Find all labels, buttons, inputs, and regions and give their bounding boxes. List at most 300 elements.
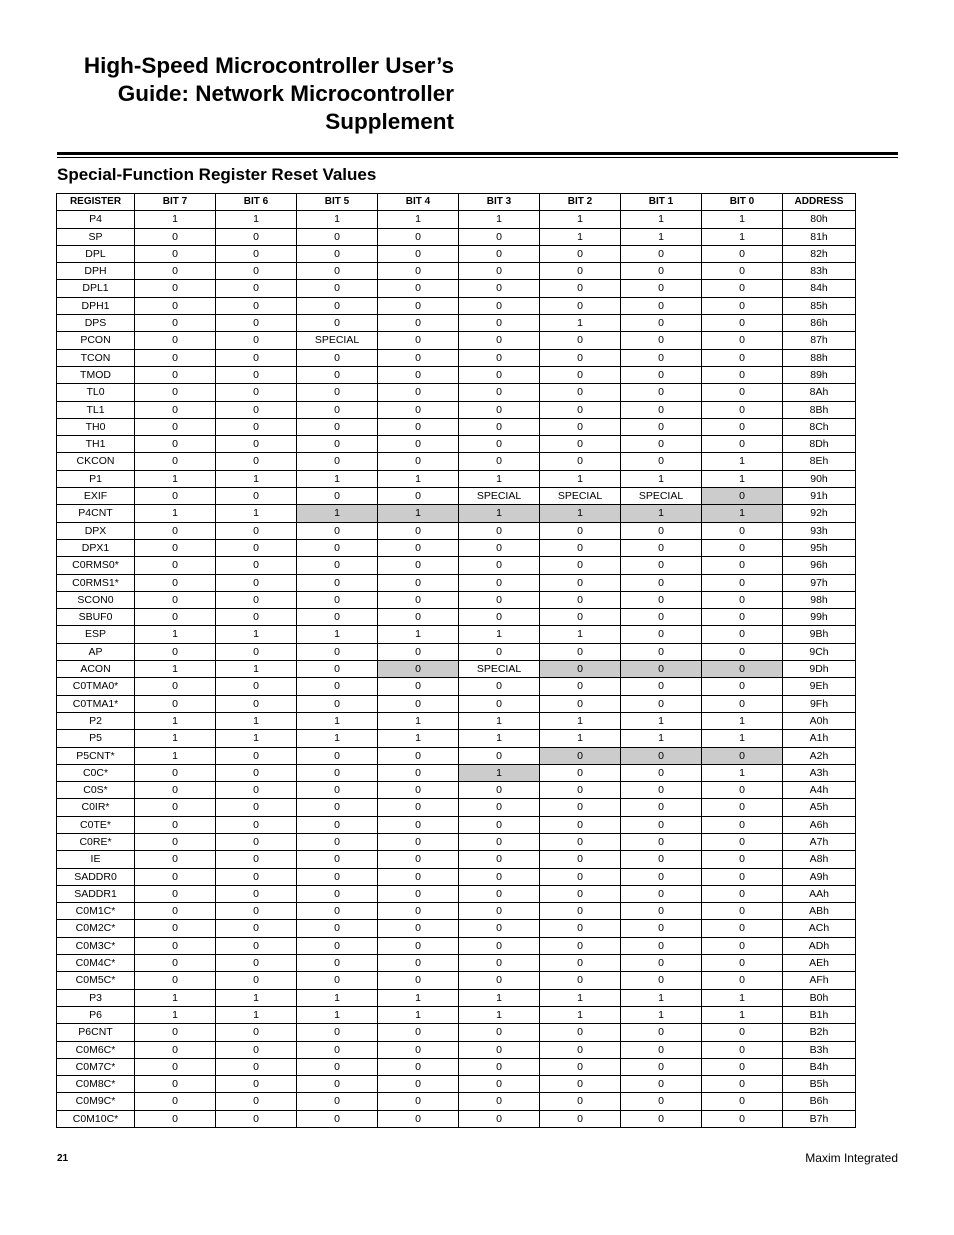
bit-cell: 0 xyxy=(621,332,702,349)
table-row xyxy=(57,1110,856,1127)
bit-cell: 0 xyxy=(459,816,540,833)
bit-cell: 0 xyxy=(459,574,540,591)
bit-cell: 0 xyxy=(459,349,540,366)
bit-cell: 0 xyxy=(702,574,783,591)
bit-cell: 0 xyxy=(621,747,702,764)
bit-cell: 0 xyxy=(540,1076,621,1093)
table-row xyxy=(57,955,856,972)
bit-cell: 0 xyxy=(378,401,459,418)
table-row xyxy=(57,1006,856,1023)
bit-cell: 0 xyxy=(378,799,459,816)
address-cell: 8Ah xyxy=(783,384,856,401)
address-cell: 9Eh xyxy=(783,678,856,695)
bit-cell: 0 xyxy=(540,764,621,781)
register-name-cell: TL0 xyxy=(57,384,135,401)
register-name-cell: C0M10C* xyxy=(57,1110,135,1127)
bit-cell: 0 xyxy=(459,678,540,695)
bit-cell: 0 xyxy=(378,695,459,712)
bit-cell: 0 xyxy=(135,643,216,660)
bit-cell: 0 xyxy=(459,937,540,954)
register-name-cell: C0TMA0* xyxy=(57,678,135,695)
column-header: BIT 3 xyxy=(459,194,540,211)
table-row xyxy=(57,488,856,505)
bit-cell: 0 xyxy=(135,591,216,608)
bit-cell: 0 xyxy=(378,868,459,885)
bit-cell: 0 xyxy=(540,885,621,902)
table-row xyxy=(57,989,856,1006)
address-cell: 9Ch xyxy=(783,643,856,660)
bit-cell: 0 xyxy=(216,782,297,799)
bit-cell: 0 xyxy=(216,522,297,539)
address-cell: 97h xyxy=(783,574,856,591)
bit-cell: 0 xyxy=(378,937,459,954)
bit-cell: 0 xyxy=(297,1024,378,1041)
address-cell: 83h xyxy=(783,263,856,280)
bit-cell: 0 xyxy=(621,816,702,833)
register-name-cell: P5CNT* xyxy=(57,747,135,764)
bit-cell: 0 xyxy=(621,764,702,781)
bit-cell: 0 xyxy=(216,384,297,401)
bit-cell: 0 xyxy=(216,1024,297,1041)
bit-cell: 0 xyxy=(702,695,783,712)
register-name-cell: ACON xyxy=(57,661,135,678)
bit-cell: 0 xyxy=(378,228,459,245)
bit-cell: 1 xyxy=(702,712,783,729)
bit-cell: 0 xyxy=(702,816,783,833)
bit-cell: 1 xyxy=(702,505,783,522)
bit-cell: 0 xyxy=(297,955,378,972)
column-header: BIT 1 xyxy=(621,194,702,211)
bit-cell: 0 xyxy=(135,955,216,972)
bit-cell: 0 xyxy=(459,280,540,297)
bit-cell: 0 xyxy=(216,453,297,470)
bit-cell: 0 xyxy=(135,609,216,626)
bit-cell: 1 xyxy=(621,730,702,747)
table-row xyxy=(57,1076,856,1093)
bit-cell: 0 xyxy=(297,297,378,314)
bit-cell: 1 xyxy=(378,470,459,487)
address-cell: B4h xyxy=(783,1058,856,1075)
column-header: REGISTER xyxy=(57,194,135,211)
bit-cell: 0 xyxy=(378,349,459,366)
bit-cell: 0 xyxy=(297,782,378,799)
table-body xyxy=(57,211,856,1128)
bit-cell: 0 xyxy=(702,851,783,868)
column-header: BIT 0 xyxy=(702,194,783,211)
bit-cell: 0 xyxy=(216,764,297,781)
bit-cell: 0 xyxy=(540,591,621,608)
bit-cell: 0 xyxy=(135,972,216,989)
bit-cell: 1 xyxy=(297,1006,378,1023)
bit-cell: 0 xyxy=(378,1058,459,1075)
bit-cell: 1 xyxy=(459,211,540,228)
bit-cell: 0 xyxy=(702,643,783,660)
bit-cell: 0 xyxy=(297,522,378,539)
register-name-cell: P1 xyxy=(57,470,135,487)
bit-cell: 0 xyxy=(540,297,621,314)
bit-cell: 0 xyxy=(378,418,459,435)
bit-cell: 0 xyxy=(297,263,378,280)
address-cell: 87h xyxy=(783,332,856,349)
table-row xyxy=(57,626,856,643)
bit-cell: 0 xyxy=(297,920,378,937)
bit-cell: 0 xyxy=(378,1093,459,1110)
bit-cell: 1 xyxy=(297,470,378,487)
register-name-cell: C0M4C* xyxy=(57,955,135,972)
address-cell: 85h xyxy=(783,297,856,314)
bit-cell: 0 xyxy=(216,366,297,383)
address-cell: ADh xyxy=(783,937,856,954)
register-name-cell: EXIF xyxy=(57,488,135,505)
address-cell: A6h xyxy=(783,816,856,833)
bit-cell: 0 xyxy=(621,522,702,539)
bit-cell: 0 xyxy=(540,661,621,678)
bit-cell: 0 xyxy=(621,1058,702,1075)
bit-cell: 0 xyxy=(621,937,702,954)
bit-cell: 0 xyxy=(297,1076,378,1093)
table-row xyxy=(57,1093,856,1110)
register-name-cell: P6CNT xyxy=(57,1024,135,1041)
bit-cell: 0 xyxy=(621,661,702,678)
column-header: ADDRESS xyxy=(783,194,856,211)
bit-cell: 0 xyxy=(540,263,621,280)
bit-cell: 1 xyxy=(702,730,783,747)
bit-cell: 0 xyxy=(378,557,459,574)
bit-cell: 0 xyxy=(459,868,540,885)
bit-cell: 0 xyxy=(540,436,621,453)
address-cell: A0h xyxy=(783,712,856,729)
address-cell: B1h xyxy=(783,1006,856,1023)
bit-cell: 0 xyxy=(135,868,216,885)
register-name-cell: C0RMS1* xyxy=(57,574,135,591)
bit-cell: 0 xyxy=(297,972,378,989)
bit-cell: 1 xyxy=(540,730,621,747)
bit-cell: 0 xyxy=(378,885,459,902)
bit-cell: 0 xyxy=(297,401,378,418)
table-row xyxy=(57,505,856,522)
bit-cell: 1 xyxy=(540,470,621,487)
bit-cell: 0 xyxy=(540,903,621,920)
bit-cell: 0 xyxy=(459,799,540,816)
bit-cell: 0 xyxy=(216,1110,297,1127)
register-name-cell: DPL1 xyxy=(57,280,135,297)
bit-cell: 1 xyxy=(540,228,621,245)
bit-cell: 1 xyxy=(459,730,540,747)
address-cell: A8h xyxy=(783,851,856,868)
bit-cell: 0 xyxy=(621,1024,702,1041)
bit-cell: 1 xyxy=(621,470,702,487)
bit-cell: 0 xyxy=(621,626,702,643)
bit-cell: 0 xyxy=(702,1076,783,1093)
bit-cell: 0 xyxy=(702,332,783,349)
bit-cell: 0 xyxy=(702,937,783,954)
table-row xyxy=(57,349,856,366)
column-header: BIT 5 xyxy=(297,194,378,211)
bit-cell: 0 xyxy=(378,643,459,660)
bit-cell: 0 xyxy=(540,643,621,660)
register-name-cell: C0M7C* xyxy=(57,1058,135,1075)
table-row xyxy=(57,937,856,954)
bit-cell: 0 xyxy=(378,1110,459,1127)
bit-cell: 0 xyxy=(297,609,378,626)
bit-cell: 1 xyxy=(378,712,459,729)
bit-cell: 0 xyxy=(459,401,540,418)
bit-cell: 1 xyxy=(702,764,783,781)
bit-cell: 0 xyxy=(378,609,459,626)
bit-cell: 0 xyxy=(702,488,783,505)
address-cell: 8Eh xyxy=(783,453,856,470)
bit-cell: 0 xyxy=(135,678,216,695)
table-row xyxy=(57,695,856,712)
bit-cell: 0 xyxy=(621,609,702,626)
bit-cell: 0 xyxy=(297,245,378,262)
address-cell: 86h xyxy=(783,315,856,332)
bit-cell: 0 xyxy=(135,349,216,366)
bit-cell: 0 xyxy=(621,695,702,712)
register-name-cell: DPX1 xyxy=(57,539,135,556)
register-name-cell: C0TMA1* xyxy=(57,695,135,712)
bit-cell: 0 xyxy=(621,315,702,332)
bit-cell: 0 xyxy=(459,920,540,937)
bit-cell: 0 xyxy=(459,1041,540,1058)
bit-cell: 0 xyxy=(216,574,297,591)
bit-cell: 0 xyxy=(297,1110,378,1127)
bit-cell: 0 xyxy=(135,332,216,349)
bit-cell: 0 xyxy=(540,1093,621,1110)
bit-cell: 0 xyxy=(621,868,702,885)
bit-cell: 0 xyxy=(135,1024,216,1041)
bit-cell: 0 xyxy=(621,539,702,556)
register-name-cell: C0M6C* xyxy=(57,1041,135,1058)
table-row xyxy=(57,228,856,245)
bit-cell: 0 xyxy=(297,885,378,902)
bit-cell: 0 xyxy=(702,868,783,885)
register-name-cell: PCON xyxy=(57,332,135,349)
register-name-cell: C0C* xyxy=(57,764,135,781)
bit-cell: 0 xyxy=(135,764,216,781)
bit-cell: 0 xyxy=(378,453,459,470)
bit-cell: 0 xyxy=(378,574,459,591)
bit-cell: 1 xyxy=(297,989,378,1006)
bit-cell: 0 xyxy=(702,833,783,850)
bit-cell: 0 xyxy=(216,972,297,989)
bit-cell: 0 xyxy=(297,488,378,505)
header-rule-thick xyxy=(57,152,898,155)
bit-cell: 0 xyxy=(216,955,297,972)
bit-cell: 0 xyxy=(216,591,297,608)
address-cell: A5h xyxy=(783,799,856,816)
address-cell: AEh xyxy=(783,955,856,972)
bit-cell: 0 xyxy=(621,799,702,816)
bit-cell: 1 xyxy=(540,315,621,332)
register-name-cell: TH1 xyxy=(57,436,135,453)
table-row xyxy=(57,470,856,487)
bit-cell: 0 xyxy=(378,764,459,781)
bit-cell: 0 xyxy=(702,557,783,574)
bit-cell: 1 xyxy=(297,730,378,747)
address-cell: 81h xyxy=(783,228,856,245)
title-line: Guide: Network Microcontroller xyxy=(117,81,454,106)
bit-cell: SPECIAL xyxy=(297,332,378,349)
bit-cell: 0 xyxy=(216,488,297,505)
bit-cell: 1 xyxy=(459,989,540,1006)
bit-cell: 0 xyxy=(378,972,459,989)
bit-cell: 0 xyxy=(135,1041,216,1058)
bit-cell: 1 xyxy=(621,1006,702,1023)
bit-cell: 0 xyxy=(540,332,621,349)
bit-cell: 0 xyxy=(297,661,378,678)
bit-cell: 0 xyxy=(297,868,378,885)
bit-cell: 1 xyxy=(459,1006,540,1023)
bit-cell: 1 xyxy=(702,453,783,470)
bit-cell: 0 xyxy=(378,280,459,297)
bit-cell: 0 xyxy=(297,799,378,816)
address-cell: 90h xyxy=(783,470,856,487)
bit-cell: 0 xyxy=(297,1041,378,1058)
bit-cell: 1 xyxy=(216,1006,297,1023)
bit-cell: 0 xyxy=(378,263,459,280)
bit-cell: 0 xyxy=(540,678,621,695)
bit-cell: 1 xyxy=(459,712,540,729)
bit-cell: 0 xyxy=(702,297,783,314)
bit-cell: 0 xyxy=(216,539,297,556)
bit-cell: 0 xyxy=(135,539,216,556)
bit-cell: 0 xyxy=(216,678,297,695)
table-row xyxy=(57,712,856,729)
bit-cell: 0 xyxy=(702,315,783,332)
register-name-cell: DPH1 xyxy=(57,297,135,314)
address-cell: 98h xyxy=(783,591,856,608)
bit-cell: 0 xyxy=(216,816,297,833)
bit-cell: 0 xyxy=(216,1076,297,1093)
bit-cell: 0 xyxy=(459,903,540,920)
bit-cell: 0 xyxy=(216,1058,297,1075)
register-name-cell: C0M2C* xyxy=(57,920,135,937)
address-cell: ACh xyxy=(783,920,856,937)
bit-cell: 0 xyxy=(216,401,297,418)
bit-cell: 0 xyxy=(378,782,459,799)
address-cell: 88h xyxy=(783,349,856,366)
bit-cell: 0 xyxy=(216,315,297,332)
bit-cell: 0 xyxy=(621,436,702,453)
table-row xyxy=(57,574,856,591)
bit-cell: 0 xyxy=(135,816,216,833)
bit-cell: 0 xyxy=(135,782,216,799)
bit-cell: 0 xyxy=(459,228,540,245)
bit-cell: 0 xyxy=(702,747,783,764)
address-cell: 93h xyxy=(783,522,856,539)
bit-cell: 0 xyxy=(378,488,459,505)
address-cell: B0h xyxy=(783,989,856,1006)
bit-cell: 0 xyxy=(216,349,297,366)
bit-cell: 0 xyxy=(135,1058,216,1075)
bit-cell: 1 xyxy=(702,211,783,228)
table-row xyxy=(57,297,856,314)
page-number: 21 xyxy=(57,1153,69,1164)
bit-cell: 0 xyxy=(459,955,540,972)
bit-cell: 0 xyxy=(378,315,459,332)
bit-cell: 0 xyxy=(621,297,702,314)
register-name-cell: SBUF0 xyxy=(57,609,135,626)
bit-cell: 0 xyxy=(135,418,216,435)
bit-cell: 0 xyxy=(621,678,702,695)
bit-cell: 1 xyxy=(216,712,297,729)
bit-cell: 0 xyxy=(540,418,621,435)
bit-cell: 0 xyxy=(135,1093,216,1110)
bit-cell: 0 xyxy=(459,245,540,262)
bit-cell: 0 xyxy=(216,297,297,314)
table-row xyxy=(57,885,856,902)
bit-cell: 0 xyxy=(702,955,783,972)
register-name-cell: SADDR0 xyxy=(57,868,135,885)
table-row xyxy=(57,799,856,816)
bit-cell: 0 xyxy=(135,1110,216,1127)
column-header: BIT 7 xyxy=(135,194,216,211)
bit-cell: SPECIAL xyxy=(621,488,702,505)
bit-cell: 1 xyxy=(135,989,216,1006)
bit-cell: 0 xyxy=(540,1024,621,1041)
bit-cell: 1 xyxy=(540,712,621,729)
bit-cell: 1 xyxy=(216,470,297,487)
bit-cell: 0 xyxy=(378,661,459,678)
bit-cell: 0 xyxy=(459,609,540,626)
bit-cell: 0 xyxy=(459,591,540,608)
table-row xyxy=(57,833,856,850)
bit-cell: 0 xyxy=(216,436,297,453)
bit-cell: 0 xyxy=(297,280,378,297)
table-row xyxy=(57,591,856,608)
bit-cell: 0 xyxy=(540,920,621,937)
register-name-cell: P2 xyxy=(57,712,135,729)
bit-cell: 0 xyxy=(702,366,783,383)
bit-cell: 0 xyxy=(621,366,702,383)
bit-cell: 0 xyxy=(702,539,783,556)
bit-cell: 0 xyxy=(297,903,378,920)
table-row xyxy=(57,315,856,332)
bit-cell: 0 xyxy=(540,280,621,297)
bit-cell: 0 xyxy=(459,885,540,902)
bit-cell: 0 xyxy=(297,764,378,781)
bit-cell: 0 xyxy=(621,851,702,868)
bit-cell: 0 xyxy=(702,1093,783,1110)
bit-cell: 0 xyxy=(459,297,540,314)
bit-cell: 0 xyxy=(702,799,783,816)
address-cell: 8Bh xyxy=(783,401,856,418)
bit-cell: SPECIAL xyxy=(540,488,621,505)
bit-cell: 0 xyxy=(459,557,540,574)
bit-cell: 0 xyxy=(540,816,621,833)
bit-cell: 0 xyxy=(135,522,216,539)
bit-cell: 0 xyxy=(702,280,783,297)
bit-cell: 0 xyxy=(459,453,540,470)
bit-cell: 0 xyxy=(702,1041,783,1058)
bit-cell: 1 xyxy=(135,211,216,228)
address-cell: B7h xyxy=(783,1110,856,1127)
bit-cell: 1 xyxy=(540,505,621,522)
table-row xyxy=(57,332,856,349)
bit-cell: 0 xyxy=(540,539,621,556)
bit-cell: 1 xyxy=(540,989,621,1006)
bit-cell: 0 xyxy=(540,522,621,539)
bit-cell: 0 xyxy=(135,315,216,332)
bit-cell: 0 xyxy=(378,522,459,539)
bit-cell: 0 xyxy=(621,245,702,262)
bit-cell: 0 xyxy=(216,695,297,712)
bit-cell: 1 xyxy=(621,989,702,1006)
bit-cell: 0 xyxy=(540,1058,621,1075)
bit-cell: 0 xyxy=(297,574,378,591)
bit-cell: 0 xyxy=(378,1024,459,1041)
